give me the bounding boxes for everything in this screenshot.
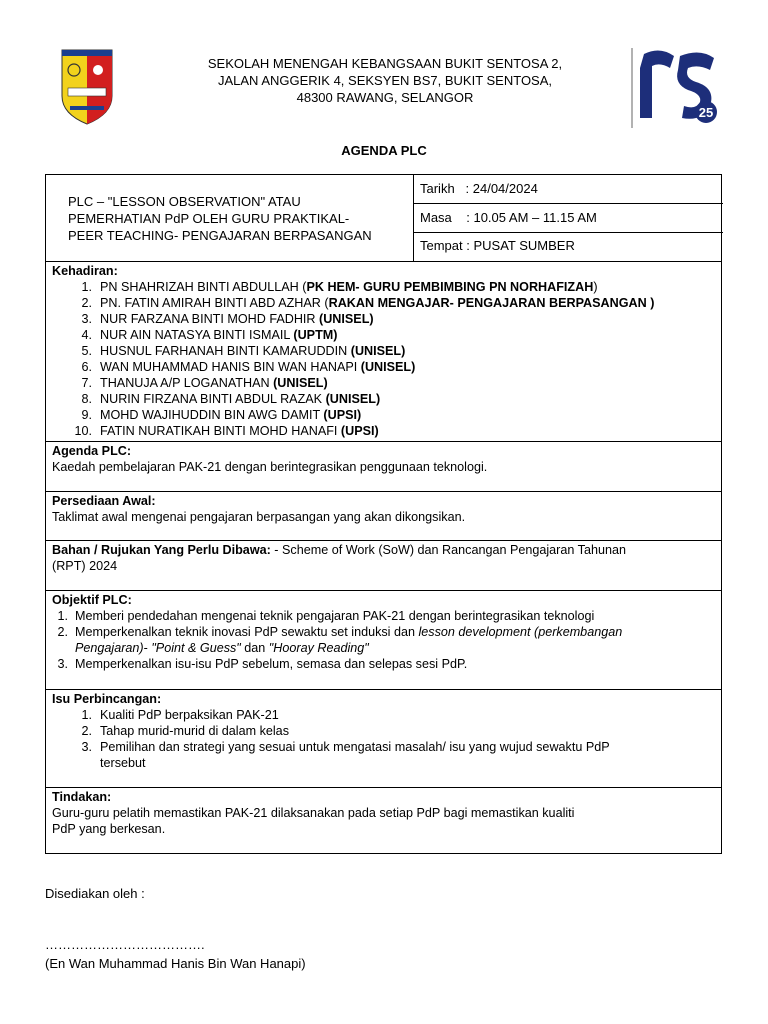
- issue-item: [52, 739, 717, 755]
- date-label: Tarikh: [420, 181, 455, 196]
- attendance-item: [52, 423, 722, 439]
- attendee-role: (UNISEL): [273, 376, 328, 390]
- topic-line: PEER TEACHING- PENGAJARAN BERPASANGAN: [68, 228, 372, 243]
- school-address-line: JALAN ANGGERIK 4, SEKSYEN BS7, BUKIT SENTOSA,: [217, 73, 553, 88]
- attendee-role: (UNISEL): [360, 360, 416, 374]
- document-title: AGENDA PLC: [341, 143, 427, 158]
- attendee-name: FATIN NURATIKAH BINTI MOHD HANAFI: [100, 424, 341, 438]
- materials-section: [52, 542, 717, 574]
- attendee-name: PN SHAHRIZAH BINTI ABDULLAH (: [100, 280, 307, 294]
- objective-item: [52, 656, 717, 672]
- venue-field: Tempat : PUSAT SUMBER: [420, 238, 575, 253]
- action-section: [52, 789, 717, 837]
- attendance-item: [52, 295, 722, 311]
- materials-text: - Scheme of Work (SoW) dan Rancangan Pengajaran Tahunan: [270, 543, 626, 557]
- attendance-item: [52, 391, 722, 407]
- action-label: Tindakan:: [52, 790, 112, 804]
- attendee-role: (UNISEL): [325, 392, 381, 406]
- issue-item: [52, 707, 717, 723]
- item-number: 2.: [57, 625, 68, 639]
- item-number: 3.: [81, 740, 92, 754]
- item-number: 4.: [81, 328, 92, 342]
- item-number: 1.: [81, 280, 92, 294]
- item-number: 1.: [57, 609, 68, 623]
- attendee-name: NUR FARZANA BINTI MOHD FADHIR: [100, 312, 320, 326]
- agenda-table: [45, 174, 722, 854]
- anniversary-logo: [630, 44, 720, 130]
- attendee-name: HUSNUL FARHANAH BINTI KAMARUDDIN: [100, 344, 351, 358]
- item-number: 6.: [81, 360, 92, 374]
- materials-label: Bahan / Rujukan Yang Perlu Dibawa:: [52, 543, 271, 557]
- school-postcode-line: 48300 RAWANG, SELANGOR: [296, 90, 474, 105]
- attendee-name: PN. FATIN AMIRAH BINTI ABD AZHAR (: [100, 296, 329, 310]
- agenda-text: Kaedah pembelajaran PAK-21 dengan berintegrasikan penggunaan teknologi.: [52, 460, 488, 474]
- attendance-item: [52, 327, 722, 343]
- prepared-by-label: Disediakan oleh :: [45, 886, 145, 901]
- topic-line: PLC – "LESSON OBSERVATION" ATAU: [68, 194, 301, 209]
- item-text-italic: "Hooray Reading": [268, 641, 369, 655]
- attendance-item: [52, 407, 722, 423]
- materials-text-cont: (RPT) 2024: [52, 559, 118, 573]
- attendee-role: (UPTM): [293, 328, 338, 342]
- item-text-italic: Pengajaran): [75, 641, 144, 655]
- item-number: 10.: [74, 424, 92, 438]
- issues-list: [52, 707, 717, 755]
- issues-section: [52, 691, 717, 771]
- attendee-name: NURIN FIRZANA BINTI ABDUL RAZAK: [100, 392, 326, 406]
- school-crest-logo: [60, 48, 114, 126]
- attendance-section: [52, 263, 722, 439]
- plc-topic: [68, 193, 408, 244]
- attendee-role: PK HEM- GURU PEMBIMBING PN NORHAFIZAH: [306, 280, 594, 294]
- date-value: : 24/04/2024: [465, 181, 538, 196]
- attendee-name: THANUJA A/P LOGANATHAN: [100, 376, 274, 390]
- attendee-name: WAN MUHAMMAD HANIS BIN WAN HANAPI: [100, 360, 361, 374]
- item-text: -: [143, 641, 152, 655]
- action-text-cont: PdP yang berkesan.: [52, 822, 166, 836]
- attendance-item: [52, 311, 722, 327]
- agenda-label: Agenda PLC:: [52, 444, 132, 458]
- objectives-section: [52, 592, 717, 672]
- attendance-item: [52, 375, 722, 391]
- objectives-label: Objektif PLC:: [52, 593, 132, 607]
- item-number: 7.: [81, 376, 92, 390]
- item-text: Memberi pendedahan mengenai teknik pengajaran PAK-21 dengan berintegrasikan teknologi: [75, 609, 595, 623]
- school-address-header: [150, 55, 620, 106]
- issue-item: [52, 723, 717, 739]
- time-field: [420, 210, 597, 225]
- attendance-item: [52, 343, 722, 359]
- issue-item-continuation: [52, 755, 717, 771]
- preparation-section: [52, 493, 717, 525]
- attendee-role: (UPSI): [340, 424, 379, 438]
- preparation-text: Taklimat awal mengenai pengajaran berpasangan yang akan dikongsikan.: [52, 510, 466, 524]
- signature-line: ……………………………….: [45, 937, 205, 952]
- attendee-role: (UNISEL): [350, 344, 406, 358]
- item-text: tersebut: [100, 756, 146, 770]
- item-number: 2.: [81, 296, 92, 310]
- item-text-italic: lesson development (perkembangan: [418, 625, 623, 639]
- item-text-italic: "Point & Guess": [151, 641, 241, 655]
- item-number: 5.: [81, 344, 92, 358]
- item-number: 3.: [57, 657, 68, 671]
- objective-item: [52, 624, 717, 656]
- date-field: [420, 181, 538, 196]
- item-number: 2.: [81, 724, 92, 738]
- attendee-close: ): [593, 280, 598, 294]
- item-text: Memperkenalkan teknik inovasi PdP sewaktu set induksi dan: [75, 625, 419, 639]
- attendance-label: Kehadiran:: [52, 264, 118, 278]
- item-text: Tahap murid-murid di dalam kelas: [100, 724, 289, 738]
- item-number: 9.: [81, 408, 92, 422]
- preparation-label: Persediaan Awal:: [52, 494, 156, 508]
- attendance-list: [52, 279, 722, 439]
- item-text: Memperkenalkan isu-isu PdP sebelum, semasa dan selepas sesi PdP.: [75, 657, 468, 671]
- attendance-item: [52, 359, 722, 375]
- item-text: Pemilihan dan strategi yang sesuai untuk mengatasi masalah/ isu yang wujud sewaktu PdP: [100, 740, 610, 754]
- item-text: Kualiti PdP berpaksikan PAK-21: [100, 708, 279, 722]
- objective-item: [52, 608, 717, 624]
- time-value: : 10.05 AM – 11.15 AM: [466, 210, 597, 225]
- attendee-role: RAKAN MENGAJAR- PENGAJARAN BERPASANGAN ): [328, 296, 655, 310]
- item-number: 1.: [81, 708, 92, 722]
- logo-number: 25: [698, 105, 714, 120]
- topic-line: PEMERHATIAN PdP OLEH GURU PRAKTIKAL-: [68, 211, 350, 226]
- agenda-section: [52, 443, 717, 475]
- attendee-name: MOHD WAJIHUDDIN BIN AWG DAMIT: [100, 408, 324, 422]
- preparer-name: (En Wan Muhammad Hanis Bin Wan Hanapi): [45, 956, 306, 971]
- school-name: SEKOLAH MENENGAH KEBANGSAAN BUKIT SENTOSA 2,: [207, 56, 563, 71]
- attendee-name: NUR AIN NATASYA BINTI ISMAIL: [100, 328, 294, 342]
- attendee-role: (UNISEL): [319, 312, 374, 326]
- item-number: 3.: [81, 312, 92, 326]
- item-number: 8.: [81, 392, 92, 406]
- time-label: Masa: [420, 210, 452, 225]
- attendance-item: [52, 279, 722, 295]
- issues-label: Isu Perbincangan:: [52, 692, 162, 706]
- item-text: dan: [240, 641, 269, 655]
- action-text: Guru-guru pelatih memastikan PAK-21 dilaksanakan pada setiap PdP bagi memastikan kualiti: [52, 806, 575, 820]
- attendee-role: (UPSI): [323, 408, 362, 422]
